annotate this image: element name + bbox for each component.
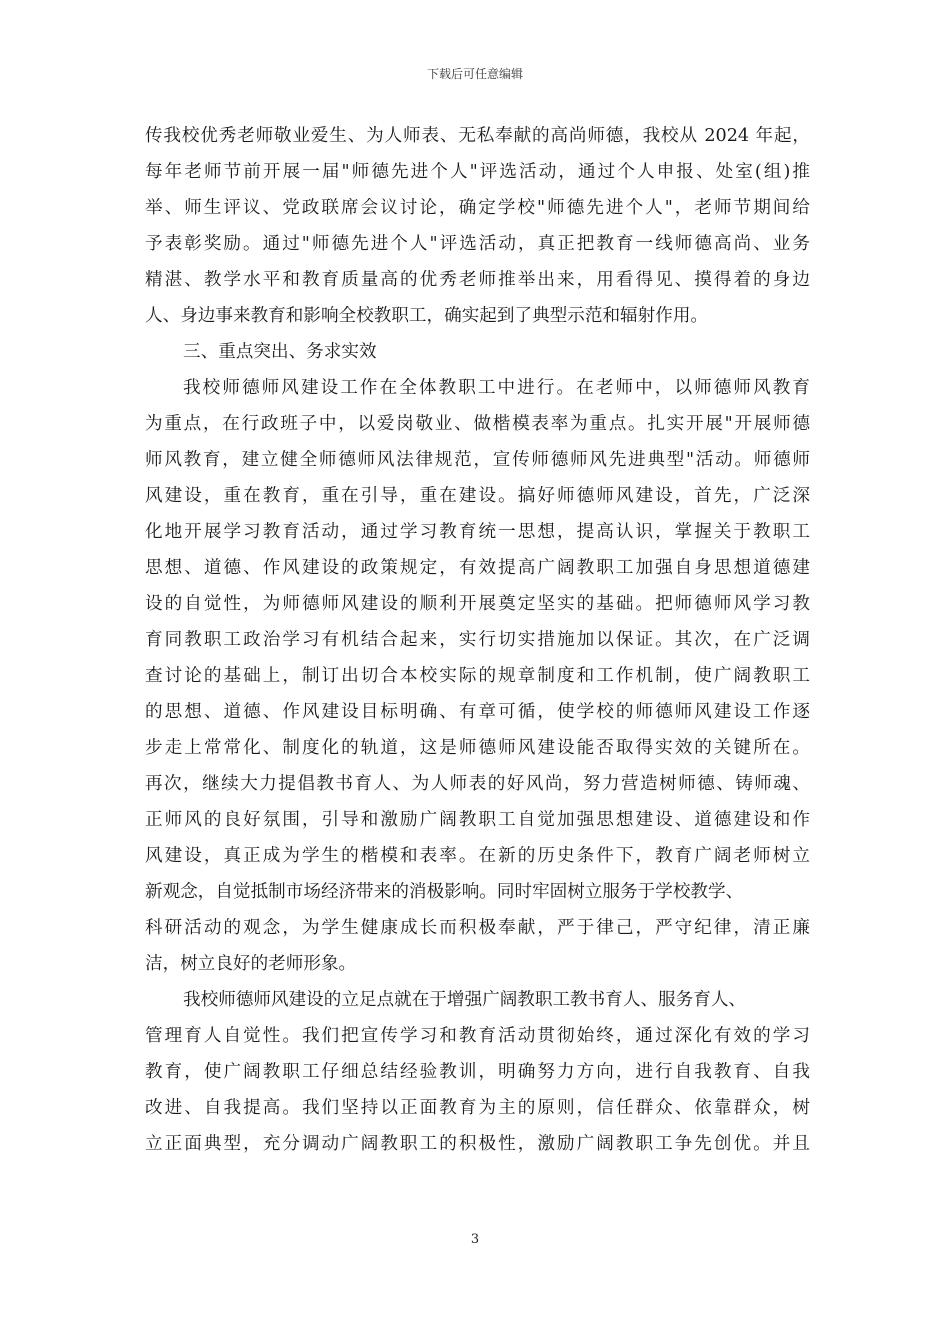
text-line: 予表彰奖励。通过"师德先进个人"评选活动，真正把教育一线师德高尚、业务 xyxy=(145,234,810,254)
text-line: 管理育人自觉性。我们把宣传学习和教育活动贯彻始终，通过深化有效的学习 xyxy=(145,1026,810,1046)
document-body xyxy=(145,118,810,1162)
text-line: 改进、自我提高。我们坚持以正面教育为主的原则，信任群众、依靠群众，树 xyxy=(145,1098,810,1118)
text-line: 立正面典型，充分调动广阔教职工的积极性，激励广阔教职工争先创优。并且 xyxy=(145,1134,810,1154)
text-line: 我校师德师风建设工作在全体教职工中进行。在老师中，以师德师风教育 xyxy=(183,378,810,398)
page-header: 下载后可任意编辑 xyxy=(426,67,523,81)
text-line: 思想、道德、作风建设的政策规定，有效提高广阔教职工加强自身思想道德建 xyxy=(145,558,810,578)
text-line: 育同教职工政治学习有机结合起来，实行切实措施加以保证。其次，在广泛调 xyxy=(145,630,810,650)
text-line: 查讨论的基础上，制订出切合本校实际的规章制度和工作机制，使广阔教职工 xyxy=(145,666,810,686)
text-line: 传我校优秀老师敬业爱生、为人师表、无私奉献的高尚师德，我校从 2024 年起， xyxy=(145,126,810,146)
text-line: 化地开展学习教育活动，通过学习教育统一思想，提高认识，掌握关于教职工 xyxy=(145,522,810,542)
text-line: 科研活动的观念，为学生健康成长而积极奉献，严于律己，严守纪律，清正廉 xyxy=(145,918,810,938)
text-line: 洁，树立良好的老师形象。 xyxy=(145,954,357,974)
text-line: 教育，使广阔教职工仔细总结经验教训，明确努力方向，进行自我教育、自我 xyxy=(145,1062,810,1082)
text-line: 正师风的良好氛围，引导和激励广阔教职工自觉加强思想建设、道德建设和作 xyxy=(145,810,810,830)
text-line: 我校师德师风建设的立足点就在于增强广阔教职工教书育人、服务育人、 xyxy=(183,990,747,1010)
text-line: 再次，继续大力提倡教书育人、为人师表的好风尚，努力营造树师德、铸师魂、 xyxy=(145,774,810,794)
text-line: 举、师生评议、党政联席会议讨论，确定学校"师德先进个人"，老师节期间给 xyxy=(145,198,810,218)
text-line: 风建设，真正成为学生的楷模和表率。在新的历史条件下，教育广阔老师树立 xyxy=(145,846,810,866)
text-line: 新观念，自觉抵制市场经济带来的消极影响。同时牢固树立服务于学校教学、 xyxy=(145,882,744,902)
text-line: 步走上常常化、制度化的轨道，这是师德师风建设能否取得实效的关键所在。 xyxy=(145,738,810,758)
text-line: 的思想、道德、作风建设目标明确、有章可循，使学校的师德师风建设工作逐 xyxy=(145,702,810,722)
section-heading: 三、重点突出、务求实效 xyxy=(183,342,377,362)
text-line: 每年老师节前开展一届"师德先进个人"评选活动，通过个人申报、处室(组)推 xyxy=(145,162,810,182)
text-line: 精湛、教学水平和教育质量高的优秀老师推举出来，用看得见、摸得着的身边 xyxy=(145,270,810,290)
text-line: 人、身边事来教育和影响全校教职工，确实起到了典型示范和辐射作用。 xyxy=(145,306,709,326)
text-line: 风建设，重在教育，重在引导，重在建设。搞好师德师风建设，首先，广泛深 xyxy=(145,486,810,506)
text-line: 师风教育，建立健全师德师风法律规范，宣传师德师风先进典型"活动。师德师 xyxy=(145,450,810,470)
text-line: 设的自觉性，为师德师风建设的顺利开展奠定坚实的基础。把师德师风学习教 xyxy=(145,594,810,614)
text-line: 为重点，在行政班子中，以爱岗敬业、做楷模表率为重点。扎实开展"开展师德 xyxy=(145,414,810,434)
page-number: 3 xyxy=(470,1232,480,1247)
